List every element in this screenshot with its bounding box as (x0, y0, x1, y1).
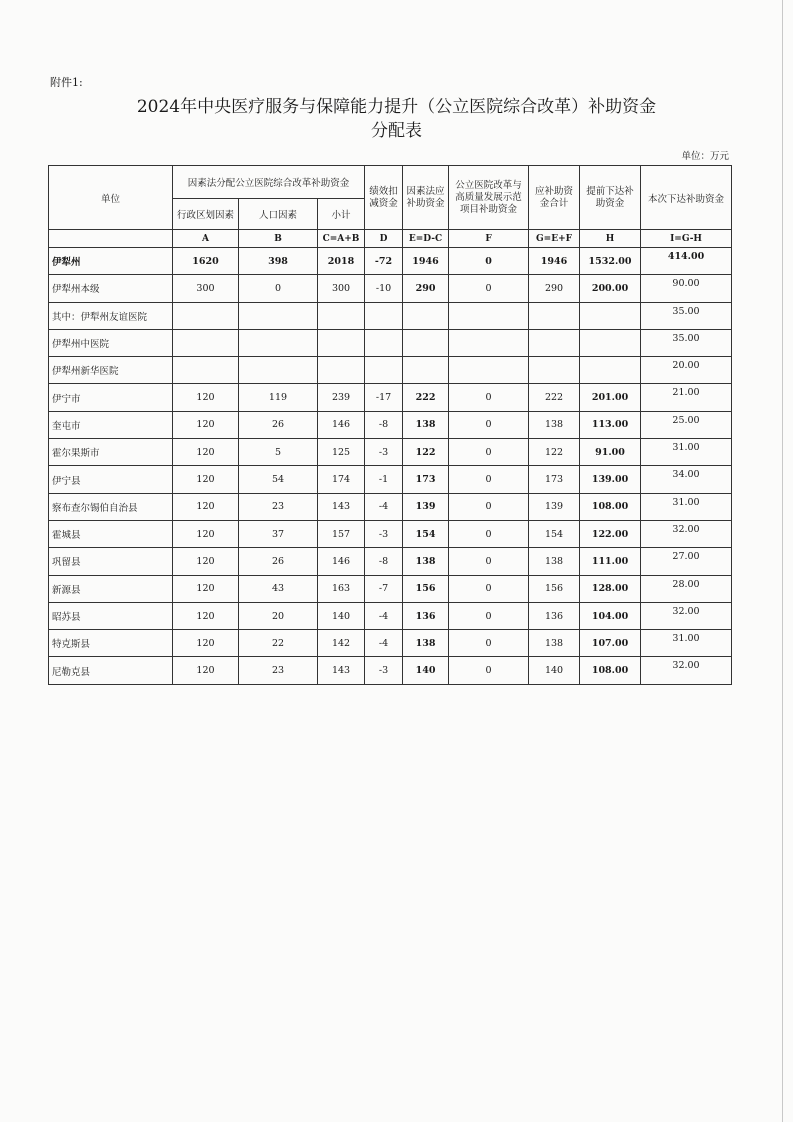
cell-h: 111.00 (580, 548, 641, 575)
table-row (49, 329, 732, 356)
cell-d (365, 357, 403, 384)
cell-unit-name: 伊宁县 (49, 466, 173, 493)
cell-d: -10 (365, 275, 403, 302)
cell-g: 122 (529, 439, 580, 466)
cell-unit-name: 新源县 (49, 575, 173, 602)
cell-h: 201.00 (580, 384, 641, 411)
cell-b: 26 (239, 411, 318, 438)
cell-c (318, 302, 365, 329)
header-code-d: D (365, 230, 403, 248)
cell-unit-name: 特克斯县 (49, 630, 173, 657)
table-row (49, 520, 732, 547)
header-code-e: E=D-C (403, 230, 449, 248)
cell-i: 35.00 (641, 302, 732, 329)
cell-unit-name: 昭苏县 (49, 602, 173, 629)
cell-a: 300 (173, 275, 239, 302)
table-body (49, 248, 732, 685)
cell-d: -8 (365, 411, 403, 438)
cell-c: 174 (318, 466, 365, 493)
cell-b: 23 (239, 657, 318, 684)
cell-d (365, 329, 403, 356)
cell-c: 163 (318, 575, 365, 602)
cell-d: -8 (365, 548, 403, 575)
cell-f: 0 (449, 657, 529, 684)
cell-a: 120 (173, 520, 239, 547)
table-row (49, 411, 732, 438)
cell-e (403, 357, 449, 384)
cell-f: 0 (449, 466, 529, 493)
cell-g: 173 (529, 466, 580, 493)
cell-b: 0 (239, 275, 318, 302)
cell-h: 91.00 (580, 439, 641, 466)
cell-e: 1946 (403, 248, 449, 275)
cell-c: 146 (318, 411, 365, 438)
cell-unit-name: 伊犁州本级 (49, 275, 173, 302)
cell-i: 28.00 (641, 575, 732, 602)
unit-label: 单位：万元 (681, 151, 729, 162)
cell-d: -3 (365, 657, 403, 684)
cell-i: 31.00 (641, 439, 732, 466)
header-reform-demo: 公立医院改革与高质量发展示范项目补助资金 (449, 166, 529, 230)
document-title-line2: 分配表 (371, 121, 422, 141)
cell-g: 156 (529, 575, 580, 602)
cell-a: 120 (173, 439, 239, 466)
cell-i: 32.00 (641, 657, 732, 684)
cell-d (365, 302, 403, 329)
cell-a: 120 (173, 548, 239, 575)
cell-i: 34.00 (641, 466, 732, 493)
cell-h: 107.00 (580, 630, 641, 657)
table-row (49, 384, 732, 411)
header-code-h: H (580, 230, 641, 248)
cell-b: 43 (239, 575, 318, 602)
cell-i: 21.00 (641, 384, 732, 411)
cell-g: 136 (529, 602, 580, 629)
cell-h: 104.00 (580, 602, 641, 629)
cell-b (239, 357, 318, 384)
cell-f: 0 (449, 275, 529, 302)
cell-c: 142 (318, 630, 365, 657)
cell-f (449, 329, 529, 356)
table-row (49, 548, 732, 575)
table-row (49, 657, 732, 684)
cell-unit-name: 伊犁州新华医院 (49, 357, 173, 384)
cell-b: 54 (239, 466, 318, 493)
cell-a: 120 (173, 384, 239, 411)
cell-e: 222 (403, 384, 449, 411)
cell-unit-name: 察布查尔锡伯自治县 (49, 493, 173, 520)
cell-f: 0 (449, 248, 529, 275)
cell-b: 22 (239, 630, 318, 657)
attachment-label: 附件1: (50, 76, 83, 89)
cell-i: 32.00 (641, 602, 732, 629)
cell-unit-name: 奎屯市 (49, 411, 173, 438)
cell-g: 222 (529, 384, 580, 411)
cell-h: 139.00 (580, 466, 641, 493)
header-admin-factor: 行政区划因素 (173, 199, 239, 230)
cell-h: 1532.00 (580, 248, 641, 275)
cell-a (173, 329, 239, 356)
document-title: 2024年中央医疗服务与保障能力提升（公立医院综合改革）补助资金 (136, 97, 657, 117)
cell-d: -7 (365, 575, 403, 602)
cell-e: 138 (403, 548, 449, 575)
cell-a: 120 (173, 657, 239, 684)
cell-g: 140 (529, 657, 580, 684)
table-row (49, 248, 732, 275)
header-code-b: B (239, 230, 318, 248)
table-row (49, 630, 732, 657)
cell-b: 5 (239, 439, 318, 466)
cell-f: 0 (449, 548, 529, 575)
cell-e: 136 (403, 602, 449, 629)
cell-g: 138 (529, 548, 580, 575)
cell-h (580, 357, 641, 384)
cell-b (239, 302, 318, 329)
cell-i: 20.00 (641, 357, 732, 384)
cell-e: 138 (403, 630, 449, 657)
cell-c: 143 (318, 493, 365, 520)
cell-f (449, 357, 529, 384)
header-code-g: G=E+F (529, 230, 580, 248)
cell-c: 157 (318, 520, 365, 547)
cell-e: 122 (403, 439, 449, 466)
cell-f: 0 (449, 384, 529, 411)
cell-g: 139 (529, 493, 580, 520)
header-should-total: 应补助资金合计 (529, 166, 580, 230)
cell-h: 200.00 (580, 275, 641, 302)
table-row (49, 439, 732, 466)
cell-g (529, 357, 580, 384)
cell-a: 120 (173, 602, 239, 629)
table-row (49, 493, 732, 520)
header-code-f: F (449, 230, 529, 248)
cell-unit-name: 霍城县 (49, 520, 173, 547)
cell-f: 0 (449, 493, 529, 520)
cell-h (580, 329, 641, 356)
cell-d: -4 (365, 602, 403, 629)
cell-a: 120 (173, 493, 239, 520)
cell-f: 0 (449, 439, 529, 466)
cell-i: 31.00 (641, 493, 732, 520)
cell-i: 90.00 (641, 275, 732, 302)
cell-i: 31.00 (641, 630, 732, 657)
cell-e: 156 (403, 575, 449, 602)
header-this-time: 本次下达补助资金 (641, 166, 732, 230)
header-subtotal: 小计 (318, 199, 365, 230)
cell-d: -72 (365, 248, 403, 275)
cell-g (529, 302, 580, 329)
table-row (49, 602, 732, 629)
allocation-table (48, 165, 732, 685)
cell-b: 20 (239, 602, 318, 629)
cell-c: 143 (318, 657, 365, 684)
cell-unit-name: 巩留县 (49, 548, 173, 575)
cell-b: 37 (239, 520, 318, 547)
cell-a: 120 (173, 411, 239, 438)
cell-e: 290 (403, 275, 449, 302)
cell-d: -3 (365, 520, 403, 547)
cell-e: 139 (403, 493, 449, 520)
cell-f: 0 (449, 602, 529, 629)
header-code-row (49, 230, 732, 248)
cell-c: 239 (318, 384, 365, 411)
table-row (49, 275, 732, 302)
header-code-c: C=A+B (318, 230, 365, 248)
cell-e: 138 (403, 411, 449, 438)
header-advance: 提前下达补助资金 (580, 166, 641, 230)
cell-h: 128.00 (580, 575, 641, 602)
cell-d: -17 (365, 384, 403, 411)
cell-a: 120 (173, 575, 239, 602)
cell-c (318, 357, 365, 384)
cell-d: -1 (365, 466, 403, 493)
cell-unit-name: 霍尔果斯市 (49, 439, 173, 466)
cell-e (403, 329, 449, 356)
cell-unit-name: 伊宁市 (49, 384, 173, 411)
cell-g: 154 (529, 520, 580, 547)
cell-f: 0 (449, 520, 529, 547)
cell-h: 108.00 (580, 657, 641, 684)
cell-c: 300 (318, 275, 365, 302)
cell-a: 120 (173, 630, 239, 657)
cell-g: 138 (529, 411, 580, 438)
cell-unit-name: 其中：伊犁州友谊医院 (49, 302, 173, 329)
cell-g (529, 329, 580, 356)
cell-g: 138 (529, 630, 580, 657)
cell-h: 113.00 (580, 411, 641, 438)
cell-c: 2018 (318, 248, 365, 275)
cell-g: 290 (529, 275, 580, 302)
header-row-1 (49, 166, 732, 199)
table-row (49, 302, 732, 329)
cell-b: 26 (239, 548, 318, 575)
cell-f: 0 (449, 630, 529, 657)
header-unit: 单位 (49, 166, 173, 230)
cell-c: 140 (318, 602, 365, 629)
cell-i: 27.00 (641, 548, 732, 575)
cell-a (173, 302, 239, 329)
cell-e: 173 (403, 466, 449, 493)
cell-b (239, 329, 318, 356)
cell-e: 154 (403, 520, 449, 547)
cell-h (580, 302, 641, 329)
table-row (49, 357, 732, 384)
cell-unit-name: 尼勒克县 (49, 657, 173, 684)
cell-a: 1620 (173, 248, 239, 275)
cell-d: -4 (365, 630, 403, 657)
cell-a (173, 357, 239, 384)
cell-f: 0 (449, 411, 529, 438)
header-code-i: I=G-H (641, 230, 732, 248)
header-pop-factor: 人口因素 (239, 199, 318, 230)
cell-f: 0 (449, 575, 529, 602)
cell-d: -3 (365, 439, 403, 466)
cell-e: 140 (403, 657, 449, 684)
cell-i: 414.00 (641, 248, 732, 275)
cell-unit-name: 伊犁州中医院 (49, 329, 173, 356)
cell-c: 146 (318, 548, 365, 575)
cell-g: 1946 (529, 248, 580, 275)
cell-a: 120 (173, 466, 239, 493)
header-code-a: A (173, 230, 239, 248)
cell-i: 25.00 (641, 411, 732, 438)
header-perf: 绩效扣减资金 (365, 166, 403, 230)
cell-h: 108.00 (580, 493, 641, 520)
cell-c (318, 329, 365, 356)
cell-b: 398 (239, 248, 318, 275)
cell-b: 23 (239, 493, 318, 520)
cell-d: -4 (365, 493, 403, 520)
header-factor-should: 因素法应补助资金 (403, 166, 449, 230)
header-factor-group: 因素法分配公立医院综合改革补助资金 (173, 166, 365, 199)
cell-b: 119 (239, 384, 318, 411)
cell-f (449, 302, 529, 329)
table-row (49, 575, 732, 602)
cell-i: 32.00 (641, 520, 732, 547)
cell-i: 35.00 (641, 329, 732, 356)
cell-h: 122.00 (580, 520, 641, 547)
table-row (49, 466, 732, 493)
cell-e (403, 302, 449, 329)
cell-c: 125 (318, 439, 365, 466)
cell-unit-name: 伊犁州 (49, 248, 173, 275)
header-code-blank (49, 230, 173, 248)
page-edge-line (782, 0, 783, 1122)
